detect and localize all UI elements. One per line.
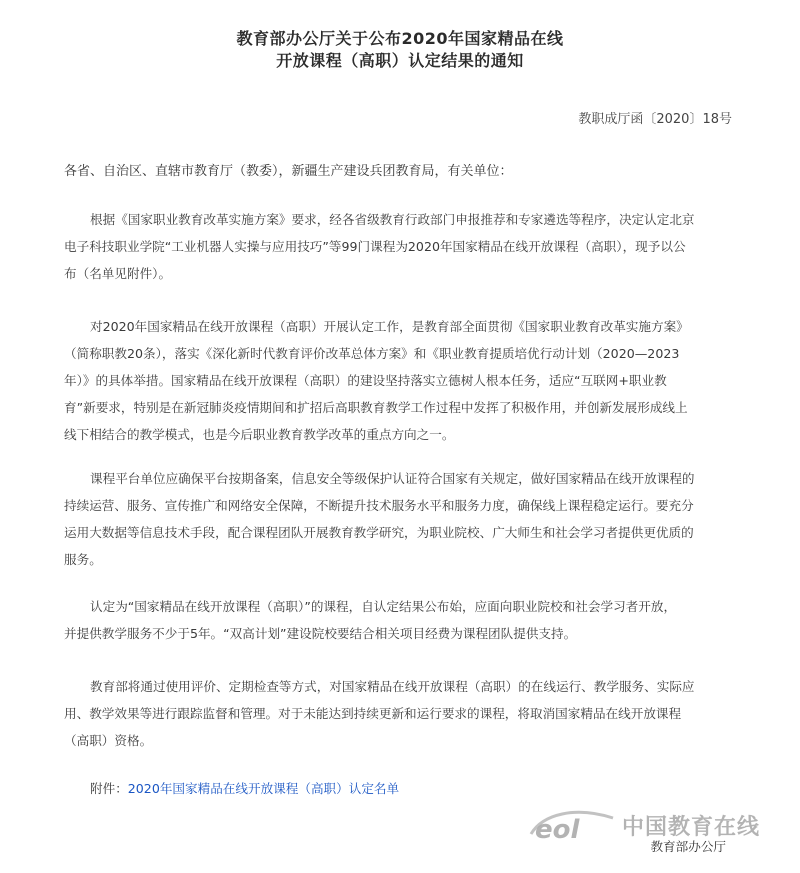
paragraph-line: 课程平台单位应确保平台按期备案，信息安全等级保护认证符合国家有关规定，做好国家精品在线开放课程的 bbox=[90, 471, 695, 486]
eol-logo-icon bbox=[525, 800, 625, 850]
attachment-line bbox=[90, 778, 399, 797]
paragraph-line: 电子科技职业学院“工业机器人实操与应用技巧”等99门课程为2020年国家精品在线开放课程（高职），现予以公 bbox=[64, 239, 686, 254]
signature: 教育部办公厅 bbox=[650, 839, 726, 854]
paragraph-line: 认定为“国家精品在线开放课程（高职）”的课程，自认定结果公布始，应面向职业院校和社会学习者开放， bbox=[90, 599, 677, 614]
paragraph-2 bbox=[64, 313, 736, 448]
paragraph-line: 根据《国家职业教育改革实施方案》要求，经各省级教育行政部门申报推荐和专家遴选等程序，决定认定北京 bbox=[90, 212, 695, 227]
notice-title-line-2: 开放课程（高职）认定结果的通知 bbox=[276, 51, 524, 70]
paragraph-line: 持续运营、服务、宣传推广和网络安全保障，不断提升技术服务水平和服务力度，确保线上课程稳定运行。要充分 bbox=[64, 498, 694, 513]
paragraph-line: 服务。 bbox=[64, 552, 102, 567]
notice-title-line-1: 教育部办公厅关于公布2020年国家精品在线 bbox=[236, 29, 564, 48]
eol-logo-text: eol bbox=[535, 815, 580, 845]
paragraph-line: 用、教学效果等进行跟踪监督和管理。对于未能达到持续更新和运行要求的课程，将取消国家精品在线开放课程 bbox=[64, 706, 682, 721]
paragraph-line: 线下相结合的教学模式，也是今后职业教育教学改革的重点方向之一。 bbox=[64, 427, 455, 442]
paragraph-line: 年）》的具体举措。国家精品在线开放课程（高职）的建设坚持落实立德树人根本任务，适应“互联网+职业教 bbox=[64, 373, 667, 388]
paragraph-4 bbox=[64, 593, 736, 647]
attachment-label: 附件： bbox=[90, 781, 128, 796]
paragraph-3 bbox=[64, 465, 736, 573]
paragraph-line: （简称职教20条），落实《深化新时代教育评价改革总体方案》和《职业教育提质培优行动计划（2020—2023 bbox=[64, 346, 680, 361]
paragraph-line: 对2020年国家精品在线开放课程（高职）开展认定工作，是教育部全面贯彻《国家职业教育改革实施方案》 bbox=[90, 319, 689, 334]
watermark-site-name: 中国教育在线 bbox=[622, 815, 761, 840]
attachment-link[interactable]: 2020年国家精品在线开放课程（高职）认定名单 bbox=[127, 781, 400, 796]
paragraph-line: （高职）资格。 bbox=[64, 733, 153, 748]
paragraph-line: 育”新要求，特别是在新冠肺炎疫情期间和扩招后高职教育教学工作过程中发挥了积极作用，并创新发展形成线上 bbox=[64, 400, 688, 415]
addressee: 各省、自治区、直辖市教育厅（教委），新疆生产建设兵团教育局，有关单位： bbox=[64, 164, 513, 179]
paragraph-line: 布（名单见附件）。 bbox=[64, 266, 172, 281]
paragraph-1 bbox=[64, 206, 736, 287]
paragraph-line: 教育部将通过使用评价、定期检查等方式，对国家精品在线开放课程（高职）的在线运行、教学服务、实际应 bbox=[90, 679, 695, 694]
paragraph-5 bbox=[64, 673, 736, 754]
paragraph-line: 运用大数据等信息技术手段，配合课程团队开展教育教学研究，为职业院校、广大师生和社会学习者提供更优质的 bbox=[64, 525, 694, 540]
document-number: 教职成厅函〔2020〕18号 bbox=[578, 112, 732, 127]
paragraph-line: 并提供教学服务不少于5年。“双高计划”建设院校要结合相关项目经费为课程团队提供支持。 bbox=[64, 626, 577, 641]
